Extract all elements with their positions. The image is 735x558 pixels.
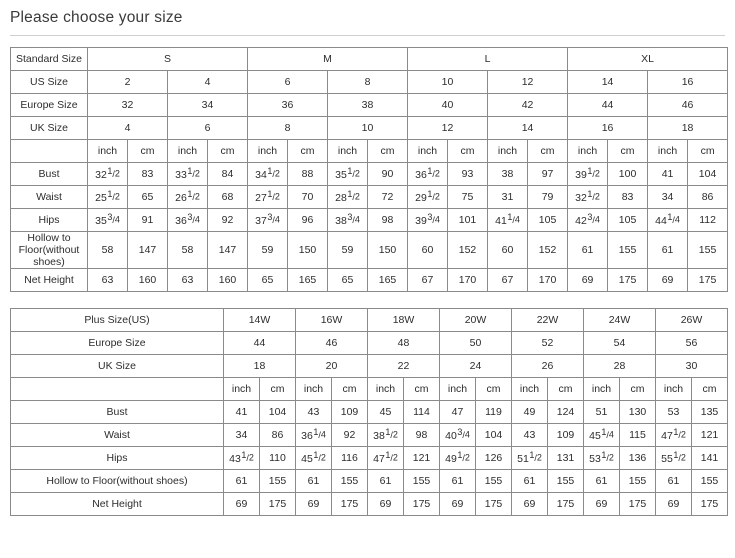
table-cell: 124 — [548, 401, 584, 424]
table-row — [11, 309, 728, 332]
row-label: Bust — [11, 163, 88, 186]
table-cell: 28 — [584, 355, 656, 378]
table-cell: 12 — [488, 71, 568, 94]
table-cell: $37^3/_4$ — [248, 209, 288, 232]
table-cell: 61 — [648, 232, 688, 269]
unit-cell: cm — [368, 140, 408, 163]
size-group-s: S — [88, 48, 248, 71]
table-row — [11, 209, 728, 232]
table-cell: 65 — [328, 269, 368, 292]
table-cell: 69 — [368, 493, 404, 516]
table-cell: 175 — [260, 493, 296, 516]
table-cell: 14 — [568, 71, 648, 94]
unit-cell: cm — [288, 140, 328, 163]
table-cell: 30 — [656, 355, 728, 378]
table-cell: $43^1/_2$ — [224, 447, 260, 470]
table-row — [11, 493, 728, 516]
table-cell: $47^1/_2$ — [368, 447, 404, 470]
table-cell: 47 — [440, 401, 476, 424]
table-cell: 160 — [208, 269, 248, 292]
table-cell: 83 — [128, 163, 168, 186]
table-cell: 18 — [224, 355, 296, 378]
table-cell: 109 — [548, 424, 584, 447]
table-cell: 48 — [368, 332, 440, 355]
size-group-l: L — [408, 48, 568, 71]
table-row — [11, 447, 728, 470]
table-cell: 155 — [404, 470, 440, 493]
table-cell: 61 — [296, 470, 332, 493]
table-cell: 10 — [328, 117, 408, 140]
table-cell: 22 — [368, 355, 440, 378]
table-cell: 59 — [328, 232, 368, 269]
table-cell: $41^1/_4$ — [488, 209, 528, 232]
table-cell: 175 — [620, 493, 656, 516]
table-cell: 88 — [288, 163, 328, 186]
unit-cell: cm — [608, 140, 648, 163]
standard-size-table-wrapper — [10, 47, 727, 292]
row-label: Hips — [11, 447, 224, 470]
table-cell: $36^1/_4$ — [296, 424, 332, 447]
unit-cell: inch — [656, 378, 692, 401]
table-cell: 147 — [128, 232, 168, 269]
table-cell: $36^1/_2$ — [408, 163, 448, 186]
unit-cell: cm — [548, 378, 584, 401]
table-cell: 60 — [408, 232, 448, 269]
table-row — [11, 424, 728, 447]
unit-cell: inch — [168, 140, 208, 163]
table-cell: 61 — [440, 470, 476, 493]
table-cell: $27^1/_2$ — [248, 186, 288, 209]
size-group-16w: 16W — [296, 309, 368, 332]
table-cell: 170 — [448, 269, 488, 292]
table-row — [11, 71, 728, 94]
table-cell: 155 — [260, 470, 296, 493]
table-row — [11, 332, 728, 355]
unit-cell: inch — [88, 140, 128, 163]
table-cell: 98 — [368, 209, 408, 232]
table-cell: 34 — [168, 94, 248, 117]
table-cell: 41 — [648, 163, 688, 186]
table-cell: 38 — [488, 163, 528, 186]
table-cell: 34 — [648, 186, 688, 209]
unit-cell: cm — [260, 378, 296, 401]
table-cell: 8 — [328, 71, 408, 94]
table-cell: 68 — [208, 186, 248, 209]
table-cell: 155 — [608, 232, 648, 269]
table-cell: 165 — [368, 269, 408, 292]
table-cell: 150 — [288, 232, 328, 269]
plus-size-table-wrapper — [10, 308, 727, 516]
unit-cell: inch — [440, 378, 476, 401]
row-label: Waist — [11, 186, 88, 209]
table-cell: $40^3/_4$ — [440, 424, 476, 447]
table-cell: 105 — [608, 209, 648, 232]
table-cell: $33^1/_2$ — [168, 163, 208, 186]
plus-size-table — [10, 308, 728, 516]
table-cell: 175 — [548, 493, 584, 516]
unit-cell: cm — [692, 378, 728, 401]
size-header-label: Standard Size — [11, 48, 88, 71]
table-cell: 59 — [248, 232, 288, 269]
table-cell: 152 — [528, 232, 568, 269]
table-cell: 135 — [692, 401, 728, 424]
table-cell: 141 — [692, 447, 728, 470]
table-cell: 69 — [440, 493, 476, 516]
unit-cell: cm — [688, 140, 728, 163]
unit-cell: cm — [208, 140, 248, 163]
unit-cell: inch — [488, 140, 528, 163]
table-cell: $32^1/_2$ — [568, 186, 608, 209]
size-group-24w: 24W — [584, 309, 656, 332]
table-cell: 43 — [512, 424, 548, 447]
table-cell: 152 — [448, 232, 488, 269]
table-cell: $53^1/_2$ — [584, 447, 620, 470]
table-cell: 34 — [224, 424, 260, 447]
table-row — [11, 470, 728, 493]
table-cell: 20 — [296, 355, 368, 378]
table-cell: 69 — [512, 493, 548, 516]
table-cell: $35^3/_4$ — [88, 209, 128, 232]
table-cell: 45 — [368, 401, 404, 424]
table-row-units — [11, 378, 728, 401]
table-cell: 97 — [528, 163, 568, 186]
table-cell: $35^1/_2$ — [328, 163, 368, 186]
table-cell: 65 — [128, 186, 168, 209]
table-cell: 50 — [440, 332, 512, 355]
table-cell: 83 — [608, 186, 648, 209]
table-cell: 75 — [448, 186, 488, 209]
unit-cell: cm — [476, 378, 512, 401]
unit-cell: cm — [332, 378, 368, 401]
table-cell: 44 — [224, 332, 296, 355]
size-header-label: Plus Size(US) — [11, 309, 224, 332]
table-cell: 150 — [368, 232, 408, 269]
table-cell: 61 — [368, 470, 404, 493]
table-row — [11, 355, 728, 378]
table-cell: 170 — [528, 269, 568, 292]
table-cell: 91 — [128, 209, 168, 232]
table-cell: 70 — [288, 186, 328, 209]
table-cell: $55^1/_2$ — [656, 447, 692, 470]
unit-cell: inch — [248, 140, 288, 163]
table-cell: 69 — [648, 269, 688, 292]
table-cell: 54 — [584, 332, 656, 355]
table-cell: 61 — [584, 470, 620, 493]
table-cell: 155 — [688, 232, 728, 269]
table-row — [11, 269, 728, 292]
table-cell: $45^1/_2$ — [296, 447, 332, 470]
table-cell: 130 — [620, 401, 656, 424]
size-group-m: M — [248, 48, 408, 71]
table-cell: 121 — [404, 447, 440, 470]
table-cell: 79 — [528, 186, 568, 209]
row-label: Europe Size — [11, 332, 224, 355]
table-cell: $38^1/_2$ — [368, 424, 404, 447]
table-cell: $39^1/_2$ — [568, 163, 608, 186]
table-cell: 69 — [224, 493, 260, 516]
table-cell: 147 — [208, 232, 248, 269]
table-cell: 63 — [168, 269, 208, 292]
row-label: Hollow to Floor(without shoes) — [11, 470, 224, 493]
table-cell: 49 — [512, 401, 548, 424]
table-cell: 86 — [260, 424, 296, 447]
table-cell: 61 — [656, 470, 692, 493]
unit-cell: inch — [368, 378, 404, 401]
standard-size-table — [10, 47, 728, 292]
table-cell: 10 — [408, 71, 488, 94]
title-divider — [10, 35, 725, 36]
table-cell: 53 — [656, 401, 692, 424]
row-label: Net Height — [11, 493, 224, 516]
table-cell: 69 — [584, 493, 620, 516]
table-cell: 175 — [692, 493, 728, 516]
table-cell: 8 — [248, 117, 328, 140]
table-cell: 175 — [404, 493, 440, 516]
table-row — [11, 117, 728, 140]
table-cell: 61 — [512, 470, 548, 493]
table-cell: 84 — [208, 163, 248, 186]
unit-cell: inch — [512, 378, 548, 401]
size-group-14w: 14W — [224, 309, 296, 332]
table-cell: 14 — [488, 117, 568, 140]
table-cell: $26^1/_2$ — [168, 186, 208, 209]
table-cell: 69 — [568, 269, 608, 292]
row-label: Hips — [11, 209, 88, 232]
table-cell: 92 — [332, 424, 368, 447]
unit-cell: inch — [648, 140, 688, 163]
size-group-18w: 18W — [368, 309, 440, 332]
table-cell: 86 — [688, 186, 728, 209]
table-cell: 155 — [692, 470, 728, 493]
table-cell: 4 — [88, 117, 168, 140]
table-cell: 175 — [608, 269, 648, 292]
table-cell: 32 — [88, 94, 168, 117]
table-cell: 69 — [656, 493, 692, 516]
table-cell: 58 — [168, 232, 208, 269]
table-cell: 104 — [476, 424, 512, 447]
row-label: Net Height — [11, 269, 88, 292]
table-cell: 6 — [248, 71, 328, 94]
table-cell: 104 — [688, 163, 728, 186]
table-cell: 24 — [440, 355, 512, 378]
table-cell: 18 — [648, 117, 728, 140]
table-cell: $29^1/_2$ — [408, 186, 448, 209]
table-row — [11, 48, 728, 71]
unit-cell: cm — [128, 140, 168, 163]
table-cell: 155 — [548, 470, 584, 493]
table-cell: 65 — [248, 269, 288, 292]
table-cell: 175 — [688, 269, 728, 292]
size-group-22w: 22W — [512, 309, 584, 332]
unit-cell: cm — [404, 378, 440, 401]
table-cell: $39^3/_4$ — [408, 209, 448, 232]
page-title: Please choose your size — [10, 9, 183, 26]
table-cell: 61 — [568, 232, 608, 269]
table-cell: 93 — [448, 163, 488, 186]
table-cell: 2 — [88, 71, 168, 94]
table-cell: 136 — [620, 447, 656, 470]
table-cell: 119 — [476, 401, 512, 424]
table-cell: 63 — [88, 269, 128, 292]
table-cell: 26 — [512, 355, 584, 378]
table-cell: 36 — [248, 94, 328, 117]
size-group-26w: 26W — [656, 309, 728, 332]
table-cell: 98 — [404, 424, 440, 447]
table-cell: 52 — [512, 332, 584, 355]
table-row — [11, 163, 728, 186]
table-cell: 72 — [368, 186, 408, 209]
unit-cell: inch — [568, 140, 608, 163]
table-cell: 105 — [528, 209, 568, 232]
table-cell: 43 — [296, 401, 332, 424]
table-cell: 109 — [332, 401, 368, 424]
row-label: UK Size — [11, 117, 88, 140]
table-cell: 155 — [620, 470, 656, 493]
table-cell: $28^1/_2$ — [328, 186, 368, 209]
table-cell: $49^1/_2$ — [440, 447, 476, 470]
table-cell: 116 — [332, 447, 368, 470]
table-cell: 16 — [568, 117, 648, 140]
table-cell: 112 — [688, 209, 728, 232]
unit-cell: cm — [448, 140, 488, 163]
row-label: Hollow to Floor(without shoes) — [11, 232, 88, 269]
unit-cell: inch — [408, 140, 448, 163]
row-label: Bust — [11, 401, 224, 424]
table-cell: 41 — [224, 401, 260, 424]
table-cell: 90 — [368, 163, 408, 186]
unit-cell: inch — [584, 378, 620, 401]
table-cell: 160 — [128, 269, 168, 292]
table-cell: 4 — [168, 71, 248, 94]
table-cell: 46 — [296, 332, 368, 355]
table-cell: 51 — [584, 401, 620, 424]
table-cell: 131 — [548, 447, 584, 470]
table-cell: 165 — [288, 269, 328, 292]
table-cell: 42 — [488, 94, 568, 117]
table-cell: 56 — [656, 332, 728, 355]
table-cell: 46 — [648, 94, 728, 117]
table-cell: $44^1/_4$ — [648, 209, 688, 232]
table-cell: 44 — [568, 94, 648, 117]
table-cell: 110 — [260, 447, 296, 470]
table-cell: 31 — [488, 186, 528, 209]
table-cell: 100 — [608, 163, 648, 186]
table-cell: 40 — [408, 94, 488, 117]
table-cell: 16 — [648, 71, 728, 94]
table-cell: 126 — [476, 447, 512, 470]
table-cell: 92 — [208, 209, 248, 232]
row-label: Europe Size — [11, 94, 88, 117]
table-cell: 38 — [328, 94, 408, 117]
table-cell: 60 — [488, 232, 528, 269]
table-cell: 114 — [404, 401, 440, 424]
table-cell: $38^3/_4$ — [328, 209, 368, 232]
table-cell: 6 — [168, 117, 248, 140]
table-row — [11, 94, 728, 117]
row-label: UK Size — [11, 355, 224, 378]
table-row — [11, 186, 728, 209]
table-cell: 69 — [296, 493, 332, 516]
table-cell: $34^1/_2$ — [248, 163, 288, 186]
table-cell: 175 — [332, 493, 368, 516]
table-cell: 115 — [620, 424, 656, 447]
unit-row-label — [11, 140, 88, 163]
table-cell: $25^1/_2$ — [88, 186, 128, 209]
unit-cell: cm — [620, 378, 656, 401]
table-cell: $47^1/_2$ — [656, 424, 692, 447]
size-group-xl: XL — [568, 48, 728, 71]
table-cell: 101 — [448, 209, 488, 232]
table-row-units — [11, 140, 728, 163]
table-cell: 58 — [88, 232, 128, 269]
table-cell: 67 — [488, 269, 528, 292]
table-cell: 155 — [332, 470, 368, 493]
table-row — [11, 401, 728, 424]
table-cell: 12 — [408, 117, 488, 140]
row-label: Waist — [11, 424, 224, 447]
table-cell: 67 — [408, 269, 448, 292]
table-cell: 96 — [288, 209, 328, 232]
row-label: US Size — [11, 71, 88, 94]
size-group-20w: 20W — [440, 309, 512, 332]
table-cell: $36^3/_4$ — [168, 209, 208, 232]
unit-row-label — [11, 378, 224, 401]
table-cell: 61 — [224, 470, 260, 493]
table-cell: $51^1/_2$ — [512, 447, 548, 470]
table-cell: 104 — [260, 401, 296, 424]
unit-cell: inch — [328, 140, 368, 163]
table-cell: 155 — [476, 470, 512, 493]
table-cell: $45^1/_4$ — [584, 424, 620, 447]
unit-cell: inch — [296, 378, 332, 401]
table-cell: $32^1/_2$ — [88, 163, 128, 186]
unit-cell: inch — [224, 378, 260, 401]
unit-cell: cm — [528, 140, 568, 163]
table-cell: $42^3/_4$ — [568, 209, 608, 232]
table-row — [11, 232, 728, 269]
table-cell: 175 — [476, 493, 512, 516]
table-cell: 121 — [692, 424, 728, 447]
